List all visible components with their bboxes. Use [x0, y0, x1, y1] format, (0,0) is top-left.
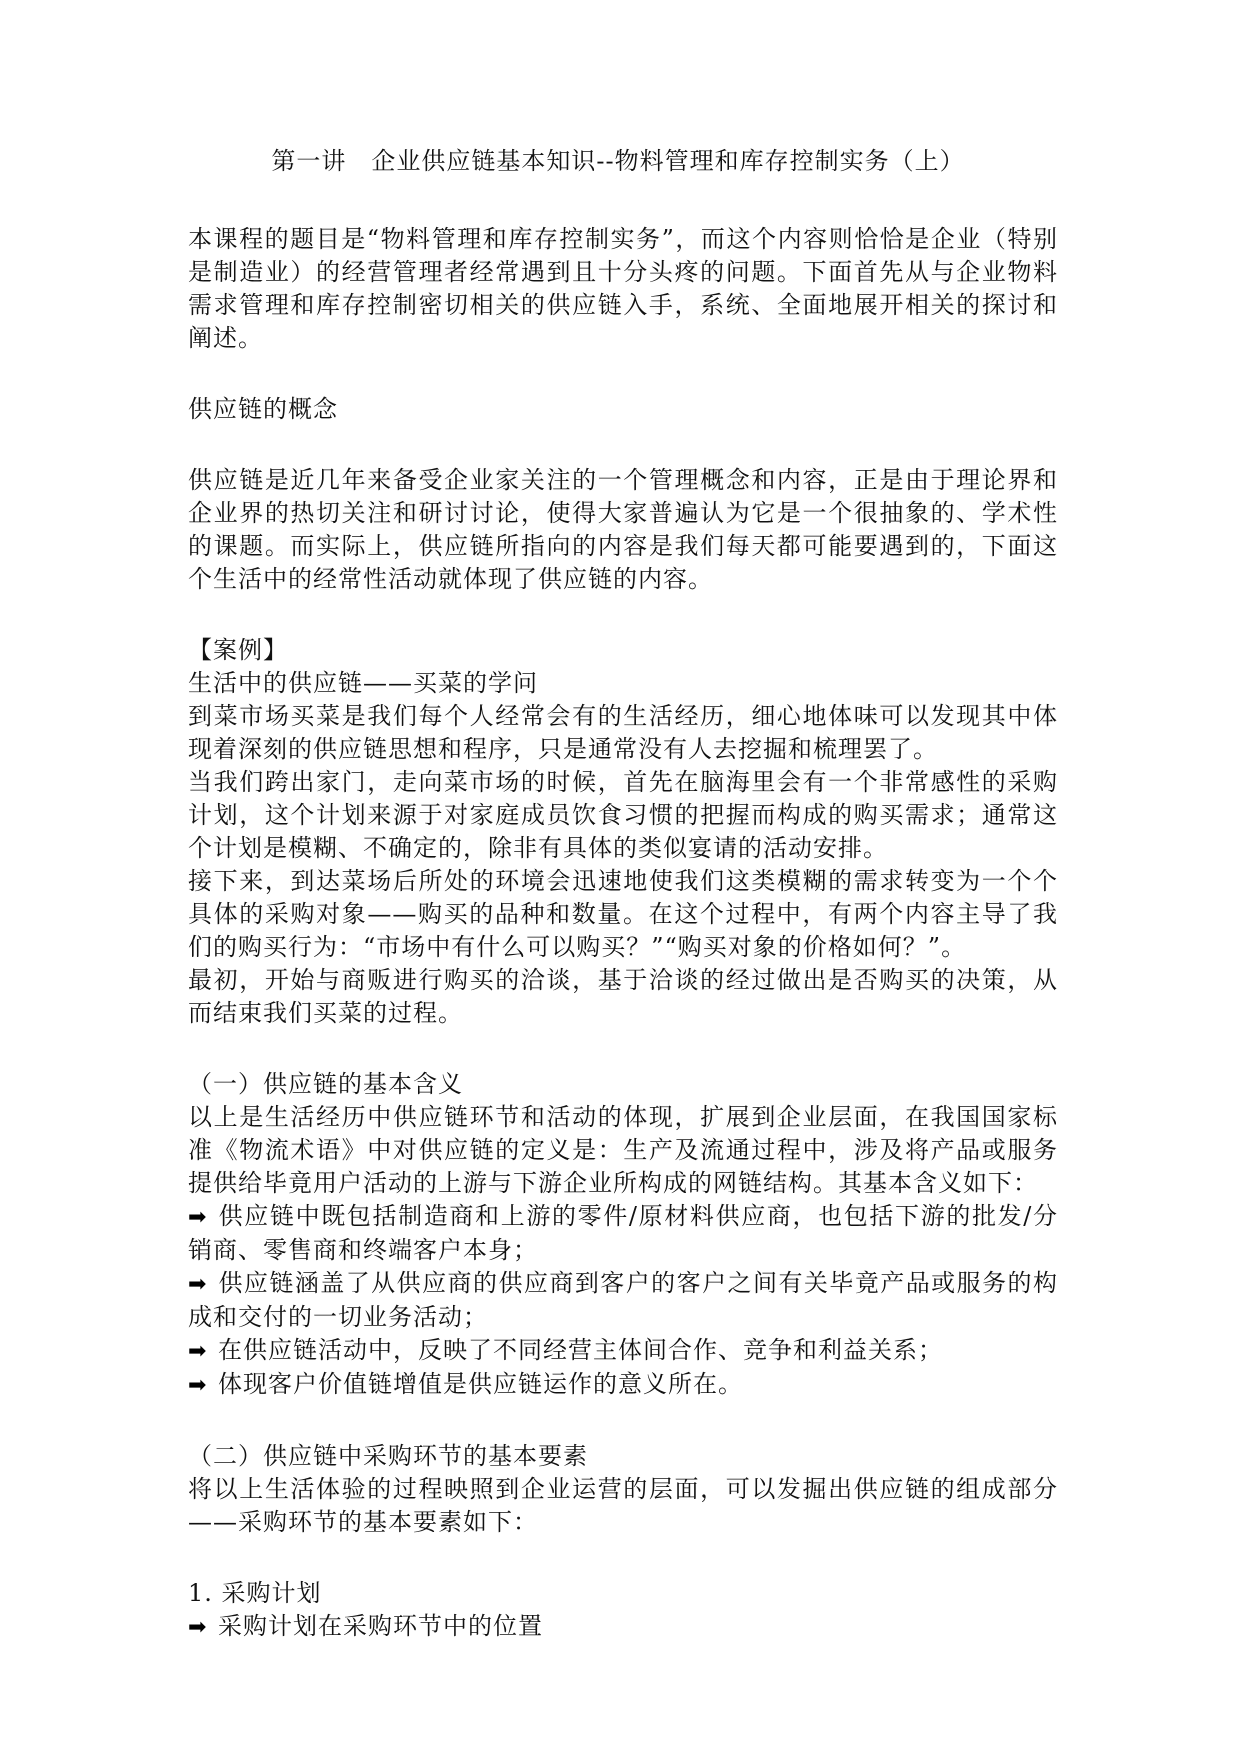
bullet-item [188, 1267, 1058, 1334]
page-title: 第一讲 企业供应链基本知识--物料管理和库存控制实务（上） [271, 147, 965, 175]
case-paragraph: 到菜市场买菜是我们每个人经常会有的生活经历，细心地体味可以发现其中体现着深刻的供应链思想和程序，只是通常没有人去挖掘和梳理罢了。 [188, 702, 1058, 763]
bullet-item [188, 1368, 1058, 1402]
bullet-text: 在供应链活动中，反映了不同经营主体间合作、竞争和利益关系； [218, 1336, 943, 1364]
section-heading: （二）供应链中采购环节的基本要素 [188, 1442, 588, 1470]
arrow-right-icon: ➡ [188, 1272, 208, 1297]
concept-paragraph: 供应链是近几年来备受企业家关注的一个管理概念和内容，正是由于理论界和企业界的热切关注和研讨讨论，使得大家普遍认为它是一个很抽象的、学术性的课题。而实际上，供应链所指向的内容是我们每天都可能要遇到的，下面这个生活中的经常性活动就体现了供应链的内容。 [188, 466, 1058, 593]
section-paragraph: 将以上生活体验的过程映照到企业运营的层面，可以发掘出供应链的组成部分——采购环节的基本要素如下： [188, 1475, 1058, 1536]
section-heading: （一）供应链的基本含义 [188, 1070, 463, 1098]
intro-paragraph: 本课程的题目是“物料管理和库存控制实务”，而这个内容则恰恰是企业（特别是制造业）的经营管理者经常遇到且十分头疼的问题。下面首先从与企业物料需求管理和库存控制密切相关的供应链入手，系统、全面地展开相关的探讨和阐述。 [188, 225, 1058, 352]
bullet-item [188, 1200, 1058, 1267]
bullet-text: 体现客户价值链增值是供应链运作的意义所在。 [218, 1370, 743, 1398]
bullet-text: 供应链中既包括制造商和上游的零件/原材料供应商，也包括下游的批发/分销商、零售商和终端客户本身； [188, 1202, 1058, 1264]
bullet-item [188, 1610, 1058, 1644]
bullet-text: 供应链涵盖了从供应商的供应商到客户的客户之间有关毕竟产品或服务的构成和交付的一切业务活动； [188, 1269, 1058, 1331]
case-paragraph: 当我们跨出家门，走向菜市场的时候，首先在脑海里会有一个非常感性的采购计划，这个计划来源于对家庭成员饮食习惯的把握而构成的购买需求；通常这个计划是模糊、不确定的，除非有具体的类似宴请的活动安排。 [188, 768, 1058, 862]
document-page [188, 143, 1058, 1644]
arrow-right-icon: ➡ [188, 1615, 208, 1640]
case-subtitle: 生活中的供应链——买菜的学问 [188, 669, 538, 697]
case-paragraph: 最初，开始与商贩进行购买的洽谈，基于洽谈的经过做出是否购买的决策，从而结束我们买菜的过程。 [188, 966, 1058, 1027]
arrow-right-icon: ➡ [188, 1205, 208, 1230]
item-heading: 1. 采购计划 [188, 1579, 322, 1607]
arrow-right-icon: ➡ [188, 1339, 208, 1364]
bullet-text: 采购计划在采购环节中的位置 [218, 1612, 543, 1640]
case-paragraph: 接下来，到达菜场后所处的环境会迅速地使我们这类模糊的需求转变为一个个具体的采购对象——购买的品种和数量。在这个过程中，有两个内容主导了我们的购买行为：“市场中有什么可以购买？”“购买对象的价格如何？”。 [188, 867, 1058, 961]
section-paragraph: 以上是生活经历中供应链环节和活动的体现，扩展到企业层面，在我国国家标准《物流术语》中对供应链的定义是：生产及流通过程中，涉及将产品或服务提供给毕竟用户活动的上游与下游企业所构成的网链结构。其基本含义如下： [188, 1103, 1058, 1197]
concept-heading: 供应链的概念 [188, 395, 338, 423]
arrow-right-icon: ➡ [188, 1373, 208, 1398]
bullet-item [188, 1334, 1058, 1368]
case-label: 【案例】 [188, 636, 288, 664]
